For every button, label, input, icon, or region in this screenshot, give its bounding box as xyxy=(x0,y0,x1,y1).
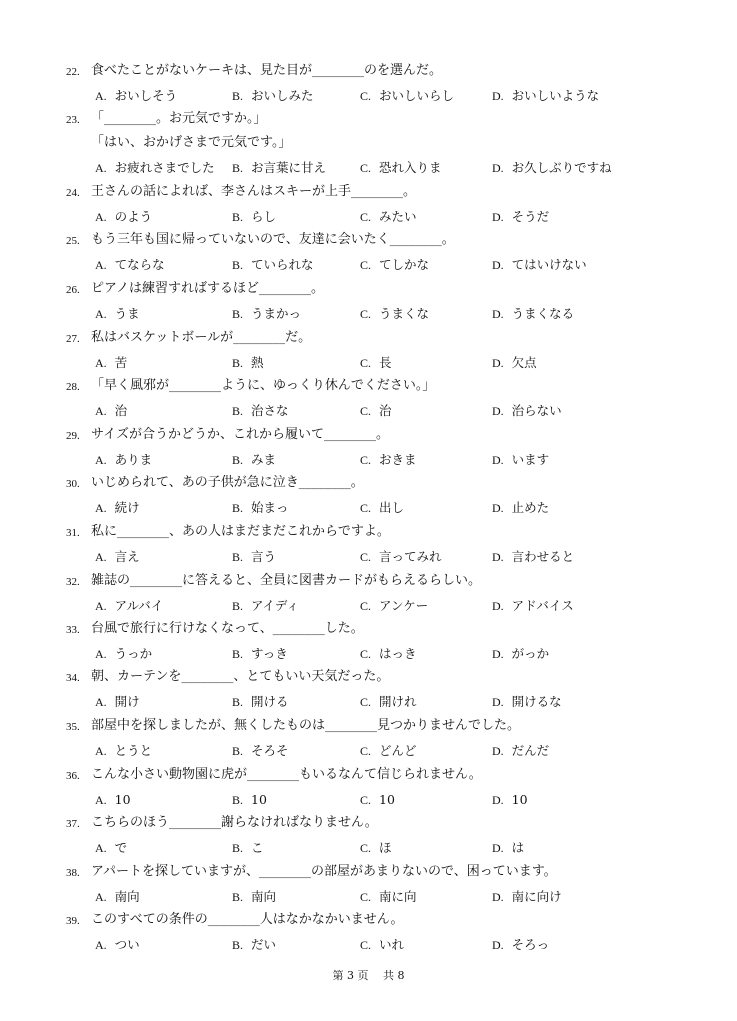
option-b[interactable] xyxy=(232,87,314,105)
option-text: おいしみた xyxy=(251,88,314,103)
option-text: そろそ xyxy=(251,743,289,758)
option-b[interactable] xyxy=(232,451,276,469)
option-text: アイディ xyxy=(251,598,299,613)
option-letter: A. xyxy=(95,793,107,807)
option-text: 苦 xyxy=(114,355,128,370)
question-row xyxy=(0,61,737,83)
option-text: お言葉に甘え xyxy=(251,160,327,175)
question-number: 22. xyxy=(66,66,80,78)
option-d[interactable] xyxy=(492,742,549,760)
option-text: みま xyxy=(251,452,277,467)
question-number: 35. xyxy=(66,721,80,733)
option-b[interactable] xyxy=(232,645,288,663)
options-row xyxy=(0,692,737,714)
option-d[interactable] xyxy=(492,645,549,663)
option-text: お久しぶりですね xyxy=(511,160,612,175)
option-text: 始まっ xyxy=(251,500,289,515)
option-letter: D. xyxy=(492,695,504,709)
question-text: ピアノは練習すればするほど________。 xyxy=(91,281,324,296)
options-row xyxy=(0,887,737,909)
question-text: 朝、カーテンを________、とてもいい天気だった。 xyxy=(91,669,390,684)
option-text: アンケー xyxy=(379,598,429,613)
option-a[interactable] xyxy=(95,742,152,760)
question-number: 29. xyxy=(66,430,80,442)
option-letter: D. xyxy=(492,258,504,272)
option-a[interactable] xyxy=(95,597,163,615)
option-text: アルバイ xyxy=(114,598,164,613)
option-a[interactable] xyxy=(95,936,140,954)
option-letter: B. xyxy=(232,793,244,807)
question-text: このすべての条件の________人はなかなかいません。 xyxy=(91,912,404,927)
option-text: そうだ xyxy=(511,209,550,224)
option-letter: B. xyxy=(232,356,244,370)
option-d[interactable] xyxy=(492,87,599,105)
option-text: おいしいらし xyxy=(379,88,455,103)
option-letter: A. xyxy=(95,210,107,224)
option-text: みたい xyxy=(379,209,417,224)
option-b[interactable] xyxy=(232,936,276,954)
option-b[interactable] xyxy=(232,693,289,711)
option-a[interactable] xyxy=(95,208,152,226)
option-a[interactable] xyxy=(95,693,140,711)
option-text: ていられな xyxy=(251,257,314,272)
option-a[interactable] xyxy=(95,839,127,857)
option-letter: D. xyxy=(492,210,504,224)
question-subtext: 「はい、おかげさまで元気です。」 xyxy=(91,135,292,150)
option-letter: A. xyxy=(95,307,107,321)
option-text: てしかな xyxy=(379,257,430,272)
option-c[interactable] xyxy=(360,402,392,420)
option-letter: C. xyxy=(360,695,372,709)
option-d[interactable] xyxy=(492,499,549,517)
option-c[interactable] xyxy=(360,499,404,517)
option-d[interactable] xyxy=(492,693,562,711)
option-letter: A. xyxy=(95,404,107,418)
option-d[interactable] xyxy=(492,936,549,954)
option-text: 言え xyxy=(114,549,140,564)
option-letter: A. xyxy=(95,938,107,952)
option-a[interactable] xyxy=(95,499,140,517)
option-letter: C. xyxy=(360,404,372,418)
option-letter: B. xyxy=(232,744,244,758)
options-row xyxy=(0,207,737,229)
question-number: 37. xyxy=(66,818,80,830)
option-text: うま xyxy=(114,306,140,321)
option-letter: A. xyxy=(95,599,107,613)
option-c[interactable] xyxy=(360,742,417,760)
question-text: もう三年も国に帰っていないので、友達に会いたく________。 xyxy=(91,232,455,247)
option-text: うまかっ xyxy=(251,306,302,321)
option-text: 出し xyxy=(379,500,405,515)
option-letter: A. xyxy=(95,550,107,564)
option-d[interactable] xyxy=(492,597,574,615)
option-text: お疲れさまでした xyxy=(114,160,215,175)
option-text: 止めた xyxy=(511,500,550,515)
option-letter: A. xyxy=(95,890,107,904)
question-number: 33. xyxy=(66,624,80,636)
question-text: 私に________、あの人はまだまだこれからですよ。 xyxy=(91,524,390,539)
option-text: 言ってみれ xyxy=(379,549,442,564)
option-text: 欠点 xyxy=(511,355,537,370)
option-text: 南に向 xyxy=(379,889,417,904)
option-letter: A. xyxy=(95,161,107,175)
question-row xyxy=(0,716,737,738)
option-b[interactable] xyxy=(232,548,276,566)
option-text: すっき xyxy=(251,646,288,661)
option-d[interactable] xyxy=(492,354,537,372)
question-row xyxy=(0,862,737,884)
option-text: 長 xyxy=(379,355,392,370)
option-c[interactable] xyxy=(360,208,417,226)
option-letter: C. xyxy=(360,793,372,807)
option-a[interactable] xyxy=(95,354,127,372)
option-c[interactable] xyxy=(360,451,417,469)
option-text: てはいけない xyxy=(511,257,587,272)
option-text: らし xyxy=(251,209,277,224)
option-d[interactable] xyxy=(492,548,574,566)
option-text: がっか xyxy=(511,646,550,661)
option-letter: A. xyxy=(95,89,107,103)
option-c[interactable] xyxy=(360,548,442,566)
option-letter: C. xyxy=(360,161,372,175)
option-letter: D. xyxy=(492,550,504,564)
question-text: 王さんの話によれば、李さんはスキーが上手________。 xyxy=(91,184,417,199)
option-letter: C. xyxy=(360,938,372,952)
option-text: 言わせると xyxy=(511,549,575,564)
option-text: 熱 xyxy=(251,355,264,370)
options-row xyxy=(0,401,737,423)
option-b[interactable] xyxy=(232,888,276,906)
option-b[interactable] xyxy=(232,208,276,226)
question-number: 31. xyxy=(66,527,80,539)
option-letter: B. xyxy=(232,258,244,272)
question-row xyxy=(0,522,737,544)
option-text: で xyxy=(114,840,128,855)
option-letter: A. xyxy=(95,258,107,272)
option-text: つい xyxy=(114,937,140,952)
option-text: うまくなる xyxy=(511,306,575,321)
option-text: こ xyxy=(251,840,264,855)
option-text: 続け xyxy=(114,500,140,515)
option-a[interactable] xyxy=(95,159,215,177)
options-row xyxy=(0,741,737,763)
option-letter: B. xyxy=(232,404,244,418)
option-text: 開け xyxy=(114,694,140,709)
option-letter: A. xyxy=(95,841,107,855)
options-row xyxy=(0,790,737,812)
option-c[interactable] xyxy=(360,936,404,954)
option-d[interactable] xyxy=(492,208,549,226)
option-text: だんだ xyxy=(511,743,550,758)
options-row xyxy=(0,450,737,472)
question-number: 30. xyxy=(66,478,80,490)
option-letter: B. xyxy=(232,695,244,709)
option-text: のよう xyxy=(114,209,153,224)
option-letter: A. xyxy=(95,453,107,467)
option-d[interactable] xyxy=(492,402,562,420)
option-a[interactable] xyxy=(95,451,152,469)
option-letter: D. xyxy=(492,307,504,321)
option-letter: C. xyxy=(360,307,372,321)
option-letter: D. xyxy=(492,841,504,855)
option-text: 治 xyxy=(379,403,392,418)
option-letter: C. xyxy=(360,550,372,564)
option-letter: D. xyxy=(492,744,504,758)
question-number: 34. xyxy=(66,672,80,684)
question-row xyxy=(0,813,737,835)
option-letter: D. xyxy=(492,938,504,952)
option-text: 開けるな xyxy=(511,694,562,709)
option-letter: B. xyxy=(232,453,244,467)
question-text: アパートを探していますが、________の部屋があまりないので、困っています。 xyxy=(91,864,557,879)
option-text: てならな xyxy=(114,257,165,272)
option-letter: C. xyxy=(360,890,372,904)
option-a[interactable] xyxy=(95,888,140,906)
option-a[interactable] xyxy=(95,305,140,323)
options-row xyxy=(0,596,737,618)
option-c[interactable] xyxy=(360,305,429,323)
option-d[interactable] xyxy=(492,256,587,274)
option-a[interactable] xyxy=(95,791,131,809)
option-c[interactable] xyxy=(360,159,442,177)
question-row xyxy=(0,571,737,593)
option-letter: B. xyxy=(232,890,244,904)
option-letter: C. xyxy=(360,453,372,467)
option-letter: B. xyxy=(232,89,244,103)
option-letter: D. xyxy=(492,599,504,613)
option-letter: A. xyxy=(95,501,107,515)
option-letter: C. xyxy=(360,210,372,224)
option-text: います xyxy=(511,452,550,467)
option-text: 南に向け xyxy=(511,889,562,904)
option-letter: D. xyxy=(492,404,504,418)
option-c[interactable] xyxy=(360,839,392,857)
option-c[interactable] xyxy=(360,888,417,906)
question-number: 25. xyxy=(66,235,80,247)
option-letter: D. xyxy=(492,647,504,661)
options-row xyxy=(0,158,737,180)
option-text: おいしそう xyxy=(114,88,178,103)
option-letter: C. xyxy=(360,89,372,103)
option-letter: A. xyxy=(95,744,107,758)
option-text: おきま xyxy=(379,452,417,467)
option-letter: A. xyxy=(95,695,107,709)
option-text: 開けれ xyxy=(379,694,417,709)
option-c[interactable] xyxy=(360,791,395,809)
option-text: だい xyxy=(251,937,277,952)
option-b[interactable] xyxy=(232,597,299,615)
option-letter: A. xyxy=(95,356,107,370)
option-letter: C. xyxy=(360,841,372,855)
question-text: 食べたことがないケーキは、見た目が________のを選んだ。 xyxy=(91,63,443,78)
option-b[interactable] xyxy=(232,839,264,857)
option-letter: A. xyxy=(95,647,107,661)
question-text: こんな小さい動物園に虎が________もいるなんて信じられません。 xyxy=(91,767,482,782)
option-letter: B. xyxy=(232,647,244,661)
option-letter: D. xyxy=(492,453,504,467)
option-letter: B. xyxy=(232,501,244,515)
question-row xyxy=(0,109,737,131)
option-text: 治 xyxy=(114,403,128,418)
option-a[interactable] xyxy=(95,645,152,663)
option-letter: C. xyxy=(360,744,372,758)
option-letter: C. xyxy=(360,647,372,661)
question-row xyxy=(0,473,737,495)
question-text: 「早く風邪が________ように、ゆっくり休んでください。」 xyxy=(91,378,436,393)
option-text: はっき xyxy=(379,646,417,661)
option-c[interactable] xyxy=(360,354,392,372)
option-c[interactable] xyxy=(360,645,417,663)
option-text: 南向 xyxy=(114,889,140,904)
option-b[interactable] xyxy=(232,159,326,177)
page-footer: 第 3 页 共 8 xyxy=(332,969,405,982)
question-row xyxy=(0,425,737,447)
option-b[interactable] xyxy=(232,791,267,809)
question-number: 26. xyxy=(66,284,80,296)
option-letter: B. xyxy=(232,550,244,564)
question-text: 「________。お元気ですか。」 xyxy=(91,111,267,126)
option-letter: B. xyxy=(232,307,244,321)
question-row xyxy=(0,230,737,252)
question-number: 36. xyxy=(66,770,80,782)
question-row xyxy=(0,619,737,641)
option-text: は xyxy=(511,840,525,855)
option-letter: B. xyxy=(232,161,244,175)
option-text: 治らない xyxy=(511,403,562,418)
question-text: 部屋中を探しましたが、無くしたものは________見つかりませんでした。 xyxy=(91,718,521,733)
option-a[interactable] xyxy=(95,402,127,420)
option-text: 10 xyxy=(251,792,267,807)
question-number: 23. xyxy=(66,114,80,126)
question-text: いじめられて、あの子供が急に泣き________。 xyxy=(91,475,364,490)
option-d[interactable] xyxy=(492,839,524,857)
question-number: 39. xyxy=(66,915,80,927)
question-number: 27. xyxy=(66,333,80,345)
question-row xyxy=(0,667,737,689)
question-text: こちらのほう________謝らなければなりません。 xyxy=(91,815,378,830)
option-text: うっか xyxy=(114,646,153,661)
option-letter: C. xyxy=(360,356,372,370)
question-number: 38. xyxy=(66,867,80,879)
question-row xyxy=(0,910,737,932)
option-letter: B. xyxy=(232,938,244,952)
option-letter: C. xyxy=(360,599,372,613)
option-letter: C. xyxy=(360,501,372,515)
option-d[interactable] xyxy=(492,305,574,323)
option-text: ほ xyxy=(379,840,392,855)
option-letter: D. xyxy=(492,890,504,904)
option-text: 10 xyxy=(379,792,395,807)
option-text: 開ける xyxy=(251,694,289,709)
option-d[interactable] xyxy=(492,791,528,809)
options-row xyxy=(0,86,737,108)
option-letter: D. xyxy=(492,89,504,103)
option-text: 治さな xyxy=(251,403,289,418)
option-letter: B. xyxy=(232,599,244,613)
options-row xyxy=(0,304,737,326)
options-row xyxy=(0,547,737,569)
question-subtext-row xyxy=(0,133,737,155)
option-d[interactable] xyxy=(492,888,562,906)
option-text: とうと xyxy=(114,743,153,758)
option-text: ありま xyxy=(114,452,153,467)
question-row xyxy=(0,765,737,787)
option-c[interactable] xyxy=(360,597,428,615)
options-row xyxy=(0,935,737,957)
option-text: 10 xyxy=(511,792,528,807)
option-text: うまくな xyxy=(379,306,430,321)
option-text: 南向 xyxy=(251,889,277,904)
option-b[interactable] xyxy=(232,402,289,420)
option-letter: D. xyxy=(492,161,504,175)
option-c[interactable] xyxy=(360,693,417,711)
options-row xyxy=(0,838,737,860)
option-letter: D. xyxy=(492,501,504,515)
question-row xyxy=(0,328,737,350)
options-row xyxy=(0,255,737,277)
question-text: サイズが合うかどうか、これから履いて________。 xyxy=(91,427,389,442)
option-letter: B. xyxy=(232,210,244,224)
option-letter: C. xyxy=(360,258,372,272)
option-b[interactable] xyxy=(232,256,314,274)
option-b[interactable] xyxy=(232,305,301,323)
question-text: 雑誌の________に答えると、全員に図書カードがもらえるらしい。 xyxy=(91,573,482,588)
option-b[interactable] xyxy=(232,499,289,517)
question-text: 私はバスケットボールが________だ。 xyxy=(91,330,312,345)
option-letter: D. xyxy=(492,356,504,370)
question-number: 32. xyxy=(66,576,80,588)
option-text: いれ xyxy=(379,937,405,952)
option-b[interactable] xyxy=(232,742,289,760)
options-row xyxy=(0,644,737,666)
option-text: どんど xyxy=(379,743,417,758)
option-d[interactable] xyxy=(492,451,549,469)
question-row xyxy=(0,182,737,204)
question-number: 24. xyxy=(66,187,80,199)
option-d[interactable] xyxy=(492,159,612,177)
question-text: 台風で旅行に行けなくなって、________した。 xyxy=(91,621,364,636)
option-text: 言う xyxy=(251,549,277,564)
option-text: アドバイス xyxy=(511,598,574,613)
option-b[interactable] xyxy=(232,354,264,372)
option-text: 10 xyxy=(114,792,131,807)
option-a[interactable] xyxy=(95,256,165,274)
option-text: そろっ xyxy=(511,937,550,952)
option-text: 恐れ入りま xyxy=(379,160,442,175)
question-number: 28. xyxy=(66,381,80,393)
option-letter: D. xyxy=(492,793,504,807)
option-c[interactable] xyxy=(360,256,429,274)
options-row xyxy=(0,353,737,375)
question-row xyxy=(0,279,737,301)
option-a[interactable] xyxy=(95,87,177,105)
question-row xyxy=(0,376,737,398)
option-letter: B. xyxy=(232,841,244,855)
option-a[interactable] xyxy=(95,548,140,566)
option-text: おいしいような xyxy=(511,88,600,103)
option-c[interactable] xyxy=(360,87,454,105)
options-row xyxy=(0,498,737,520)
